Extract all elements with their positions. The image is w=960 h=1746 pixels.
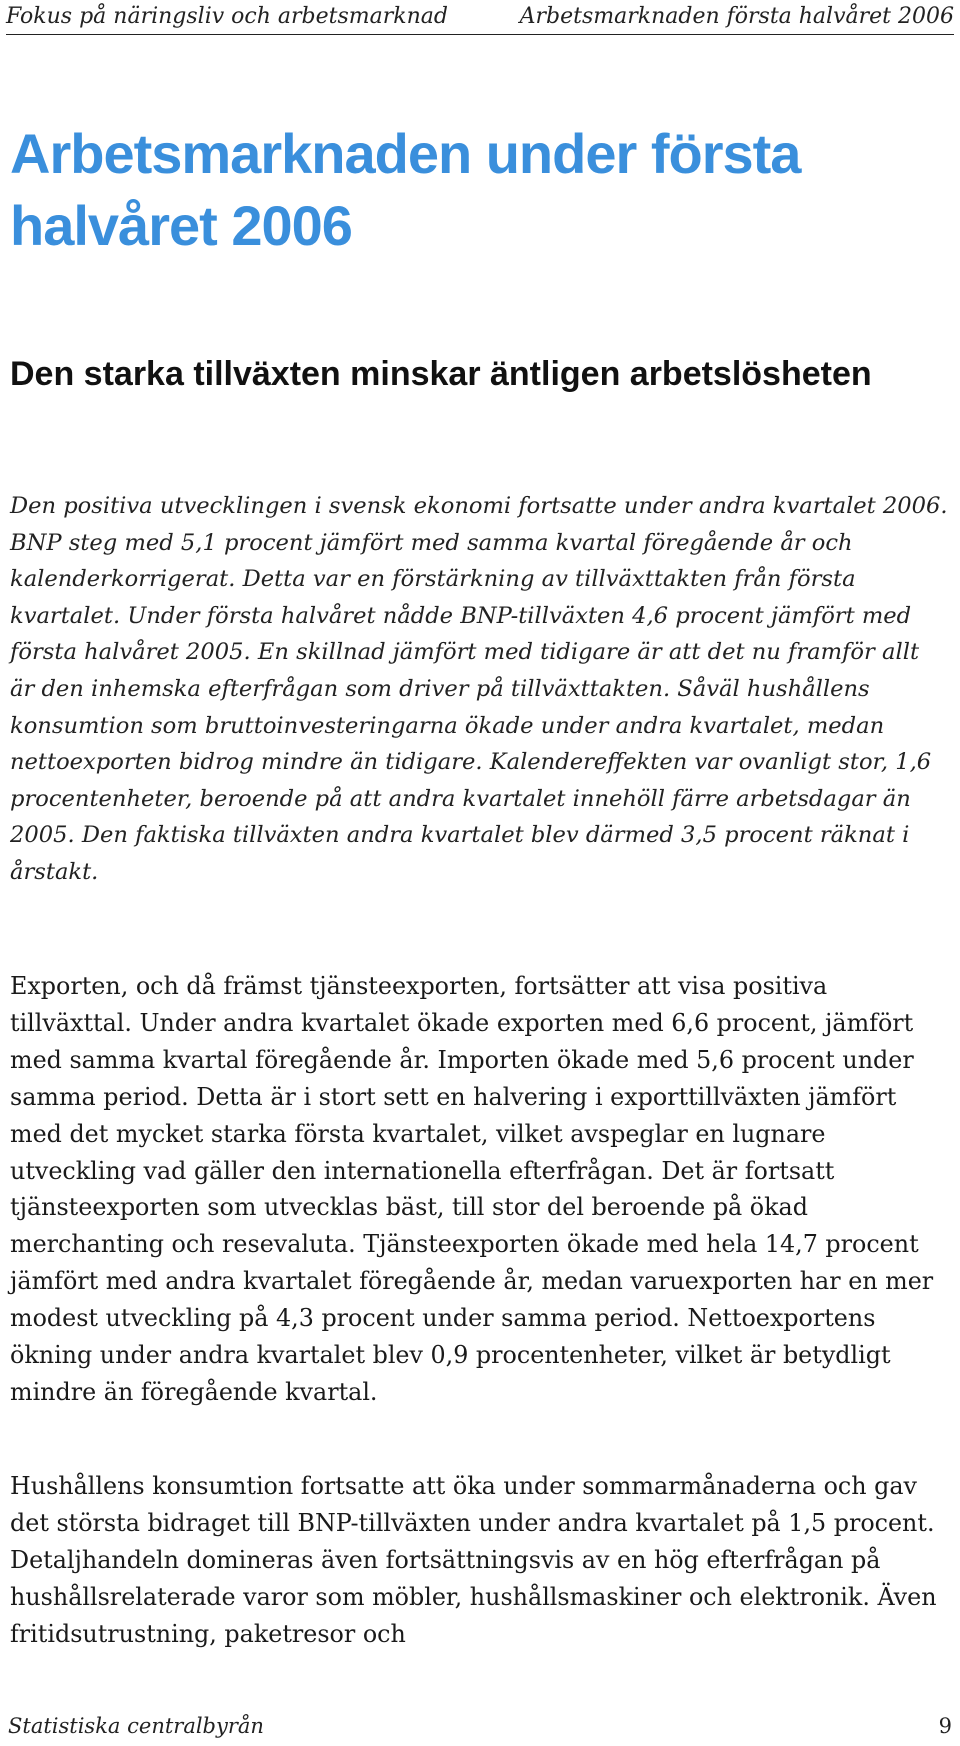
- body-paragraph-1: Exporten, och då främst tjänsteexporten, fortsätter att visa positiva tillväxttal. Under andra kvartalet ökade exporten med 6,6 procent, jämfört med samma kvartal föregående år. Importen ökade med 5,6 procent under samma period. Detta är i stort sett en halvering i exporttillväxten jämfört med det mycket starka första kvartalet, vilket avspeglar en lugnare utveckling vad gäller den internationella efterfrågan. Det är fortsatt tjänsteexporten som utvecklas bäst, till stor del beroende på ökad merchanting och resevaluta. Tjänsteexporten ökade med hela 14,7 procent jämfört med andra kvartalet föregående år, medan varuexporten har en mer modest utveckling på 4,3 procent under samma period. Nettoexportens ökning under andra kvartalet blev 0,9 procentenheter, vilket är betydligt mindre än föregående kvartal.: [10, 972, 934, 1406]
- page-title: Arbetsmarknaden under första halvåret 2006: [10, 122, 801, 257]
- lead-paragraph: Den positiva utvecklingen i svensk ekonomi fortsatte under andra kvartalet 2006. BNP steg med 5,1 procent jämfört med samma kvartal föregående år och kalenderkorrigerat. Detta var en förstärkning av tillväxttakten från första kvartalet. Under första halvåret nådde BNP-tillväxten 4,6 procent jämfört med första halvåret 2005. En skillnad jämfört med tidigare är att det nu framför allt är den inhemska efterfrågan som driver på tillväxttakten. Såväl hushållens konsumtion som bruttoinvesteringarna ökade under andra kvartalet, medan nettoexporten bidrog mindre än tidigare. Kalendereffekten var ovanligt stor, 1,6 procentenheter, beroende på att andra kvartalet innehöll färre arbetsdagar än 2005. Den faktiska tillväxten andra kvartalet blev därmed 3,5 procent räknat i årstakt.: [10, 493, 948, 885]
- section-heading: Den starka tillväxten minskar äntligen arbetslösheten: [10, 355, 872, 393]
- running-header: [6, 0, 954, 35]
- page-number: 9: [938, 1714, 952, 1738]
- footer-publisher: Statistiska centralbyrån: [8, 1714, 264, 1738]
- header-publication-title: Fokus på näringsliv och arbetsmarknad: [6, 4, 448, 29]
- header-section-title: Arbetsmarknaden första halvåret 2006: [519, 4, 954, 29]
- body-paragraph-2: Hushållens konsumtion fortsatte att öka under sommarmånaderna och gav det största bidraget till BNP-tillväxten under andra kvartalet på 1,5 procent. Detaljhandeln domineras även fortsättningsvis av en hög efterfrågan på hushållsrelaterade varor som möbler, hushållsmaskiner och elektronik. Även fritidsutrustning, paketresor och: [10, 1472, 937, 1648]
